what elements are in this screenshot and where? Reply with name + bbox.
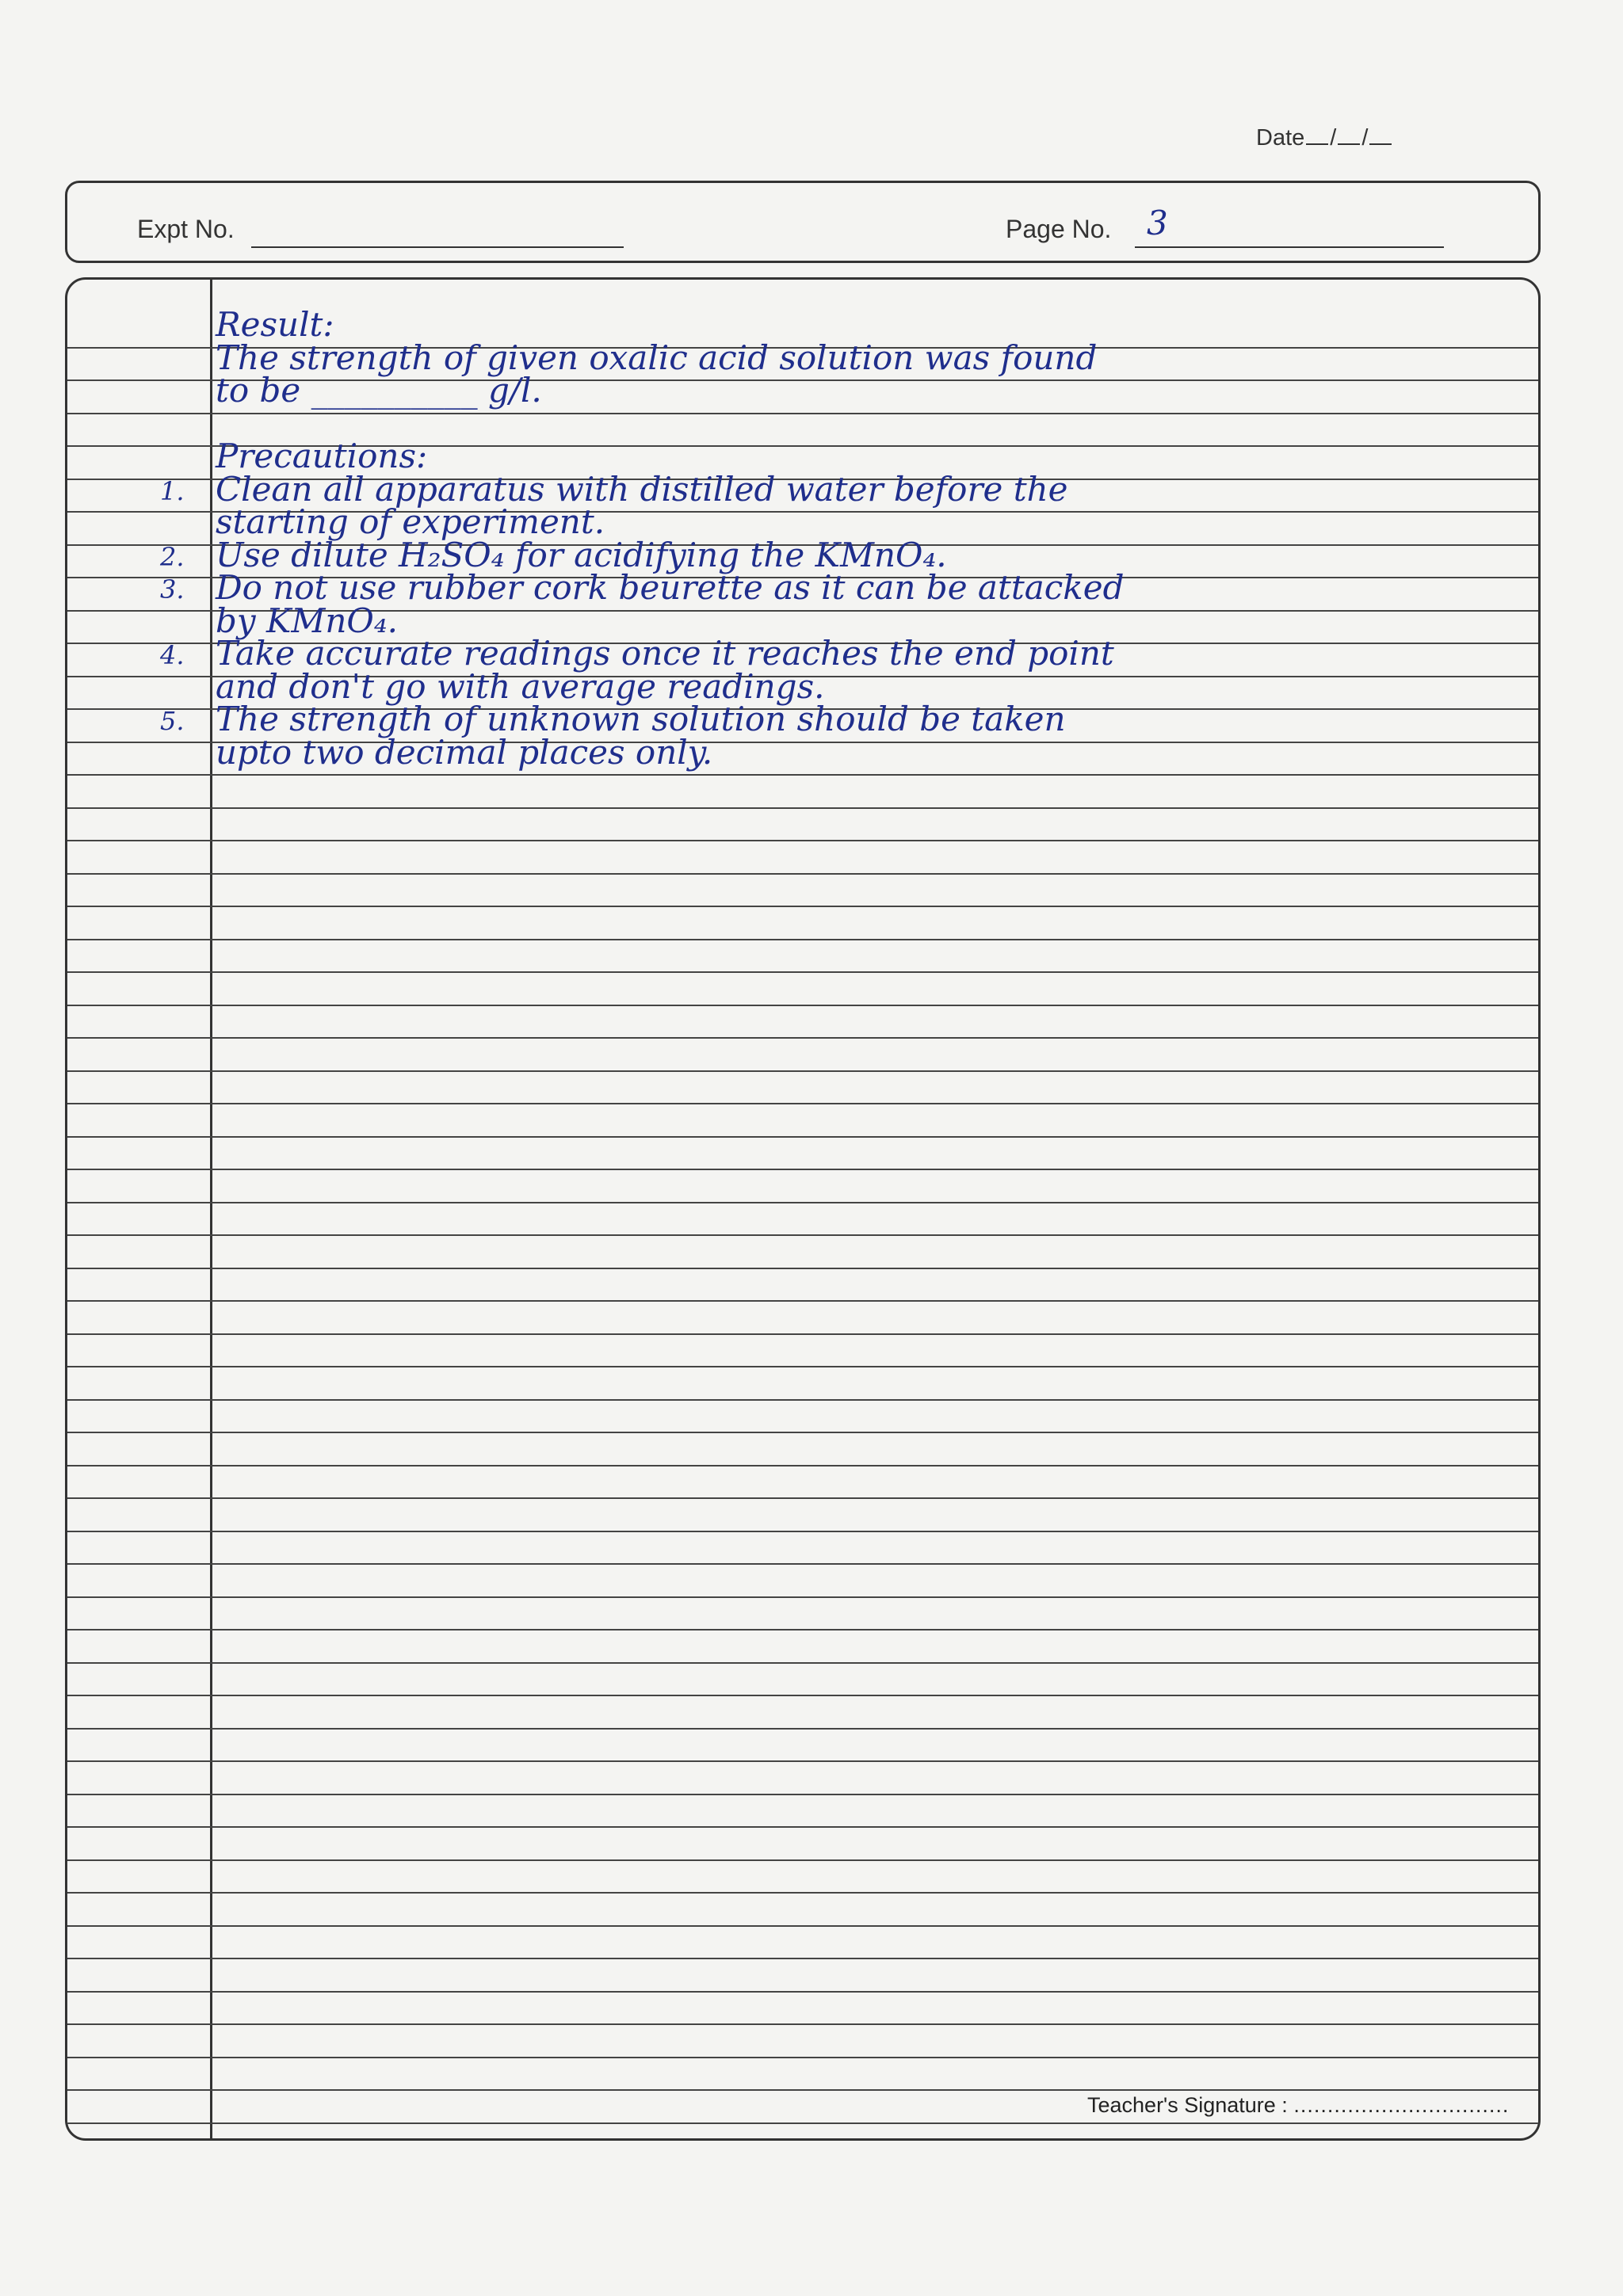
handwritten-line: Clean all apparatus with distilled water before the: [216, 469, 1068, 509]
page-no-value: 3: [1147, 204, 1168, 242]
handwritten-line: Do not use rubber cork beurette as it can be attacked: [216, 568, 1125, 607]
item-number: 5.: [160, 706, 185, 736]
ruled-line: [67, 939, 1538, 940]
ruled-line: [67, 1760, 1538, 1762]
ruled-line: [67, 1465, 1538, 1466]
ruled-line: [67, 1399, 1538, 1401]
item-number: 2.: [160, 541, 185, 572]
ruled-line: [67, 1563, 1538, 1565]
ruled-line: [67, 1958, 1538, 1959]
ruled-line: [67, 774, 1538, 776]
handwritten-line: Precautions:: [216, 437, 428, 475]
ruled-line: [67, 1497, 1538, 1499]
item-number: 3.: [160, 574, 185, 605]
ruled-line: [67, 1432, 1538, 1433]
date-label: Date: [1256, 125, 1305, 151]
expt-no-label: Expt No.: [137, 215, 235, 243]
handwritten-line: Take accurate readings once it reaches the end point: [216, 634, 1114, 673]
ruled-line: [67, 1662, 1538, 1664]
ruled-line: [67, 2089, 1538, 2091]
handwritten-line: and don't go with average readings.: [216, 666, 825, 706]
page-no-label: Page No.: [1006, 215, 1112, 243]
handwritten-line: Result:: [216, 305, 334, 344]
ruled-line: [67, 1925, 1538, 1927]
date-field: Date / /: [1256, 125, 1393, 151]
ruled-line: [67, 1596, 1538, 1598]
ruled-line: [67, 1366, 1538, 1367]
handwritten-line: Use dilute H₂SO₄ for acidifying the KMnO₄.: [216, 535, 947, 574]
handwritten-line: The strength of unknown solution should be taken: [216, 700, 1066, 738]
ruled-line: [67, 2023, 1538, 2025]
handwritten-line: upto two decimal places only.: [216, 732, 713, 772]
ruled-line: [67, 1169, 1538, 1170]
ruled-line: [67, 2122, 1538, 2124]
ruled-line: [67, 1037, 1538, 1039]
expt-no-line: [251, 246, 624, 248]
ruled-line: [67, 1859, 1538, 1861]
handwritten-line: The strength of given oxalic acid solution was found: [216, 338, 1098, 377]
ruled-line: [67, 1234, 1538, 1236]
ruled-line: [67, 1991, 1538, 1993]
ruled-line: [67, 807, 1538, 809]
ruled-line: [67, 1300, 1538, 1302]
ruled-line: [67, 840, 1538, 841]
ruled-line: [67, 971, 1538, 973]
header-box: [65, 181, 1541, 263]
ruled-line: [67, 1005, 1538, 1006]
signature-label: Teacher's Signature :: [1087, 2093, 1288, 2117]
ruled-line: [67, 1136, 1538, 1138]
handwritten-line: to be __________ g/l.: [216, 371, 542, 410]
ruled-line: [67, 1268, 1538, 1269]
ruled-line: [67, 1728, 1538, 1730]
ruled-line: [67, 1333, 1538, 1335]
teacher-signature: [1087, 2093, 1509, 2118]
item-number: 1.: [160, 475, 185, 506]
ruled-line: [67, 1103, 1538, 1104]
ruled-line: [67, 873, 1538, 875]
ruled-line: [67, 906, 1538, 907]
ruled-line: [67, 1695, 1538, 1696]
handwritten-line: starting of experiment.: [216, 502, 605, 541]
ruled-line: [67, 1070, 1538, 1072]
page-no-line: [1135, 246, 1444, 248]
ruled-line: [67, 1531, 1538, 1532]
signature-line: ................................: [1293, 2093, 1510, 2117]
ruled-line: [67, 1629, 1538, 1630]
ruled-line: [67, 1794, 1538, 1795]
ruled-line: [67, 2057, 1538, 2058]
ruled-line: [67, 1892, 1538, 1894]
ruled-line: [67, 1202, 1538, 1203]
ruled-line: [67, 413, 1538, 414]
ruled-line: [67, 1826, 1538, 1828]
item-number: 4.: [160, 640, 185, 670]
handwritten-line: by KMnO₄.: [216, 601, 399, 640]
